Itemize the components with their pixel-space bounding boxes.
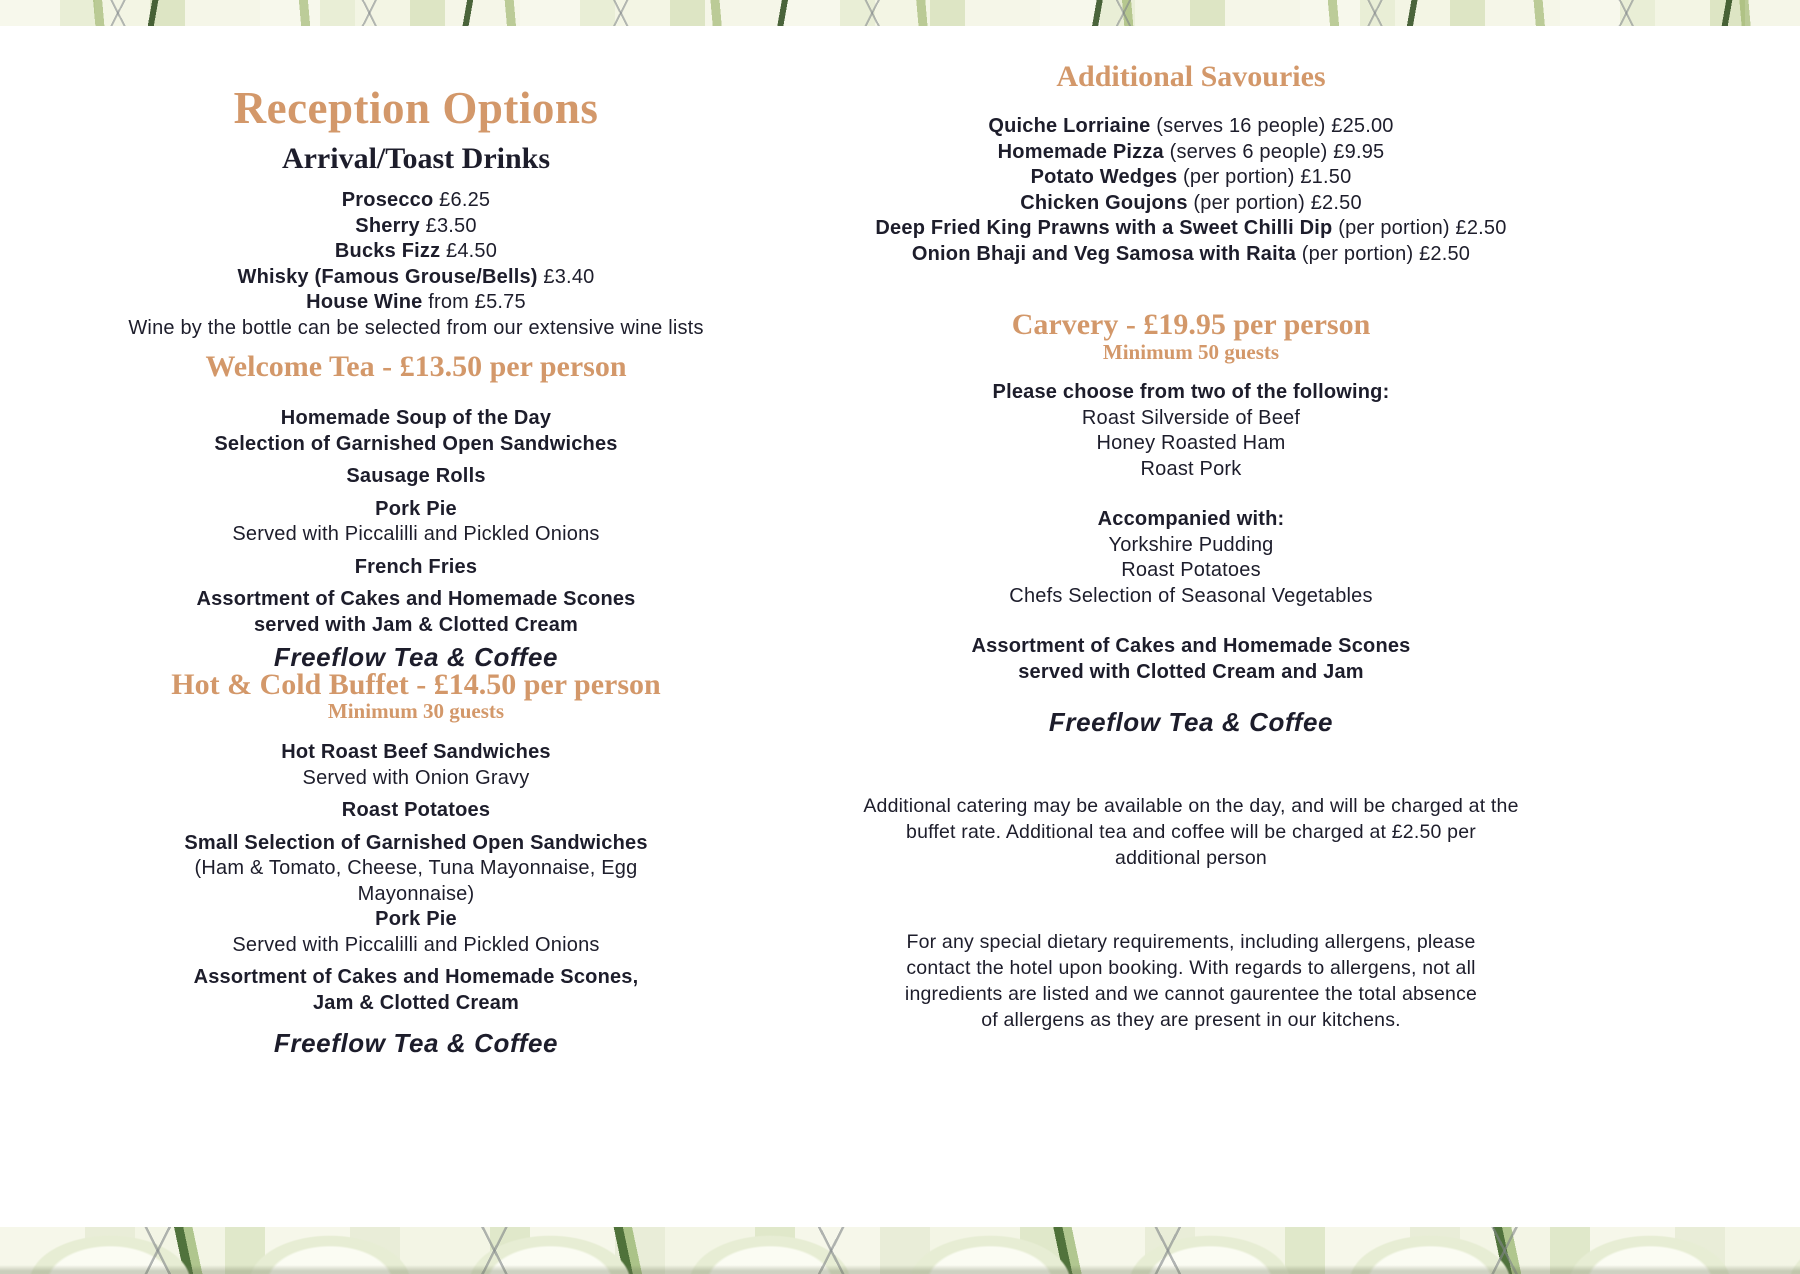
menu-line: (Ham & Tomato, Cheese, Tuna Mayonnaise, Egg [194,857,638,879]
drinks-list [106,188,726,341]
right-column [861,0,1521,1274]
menu-line: Hot Roast Beef Sandwiches [281,741,551,763]
menu-line: Whisky (Famous Grouse/Bells) £3.40 [237,265,595,288]
menu-line: Roast Potatoes [1121,559,1261,581]
menu-line: Onion Bhaji and Veg Samosa with Raita (per portion) £2.50 [911,242,1471,265]
dietary-note [861,929,1521,1033]
menu-line: Honey Roasted Ham [1096,432,1286,454]
menu-line: Assortment of Cakes and Homemade Scones, [193,966,639,988]
menu-line: Chefs Selection of Seasonal Vegetables [1009,584,1373,607]
catering-note [861,793,1521,871]
buffet-items [106,740,726,1016]
menu-line: Mayonnaise) [357,882,475,905]
menu-line: Roast Potatoes [341,799,491,821]
buffet-heading: Hot & Cold Buffet - £14.50 per person [171,668,661,701]
menu-line: House Wine from £5.75 [306,291,526,313]
menu-line: Served with Onion Gravy [302,766,530,789]
menu-line: Wine by the bottle can be selected from our extensive wine lists [128,316,704,339]
buffet-freeflow: Freeflow Tea & Coffee [273,1028,559,1058]
carvery-heading: Carvery - £19.95 per person [1011,308,1371,341]
welcome-tea-freeflow: Freeflow Tea & Coffee [273,642,559,672]
menu-line: Chicken Goujons (per portion) £2.50 [1020,191,1362,214]
menu-line: Selection of Garnished Open Sandwiches [214,432,618,455]
menu-line: Sherry £3.50 [355,214,477,237]
menu-line: served with Clotted Cream and Jam [1018,660,1364,683]
menu-line: Deep Fried King Prawns with a Sweet Chilli Dip (per portion) £2.50 [875,217,1507,239]
menu-line: Sausage Rolls [346,465,486,487]
carvery-freeflow: Freeflow Tea & Coffee [1048,707,1334,737]
savouries-heading: Additional Savouries [1056,60,1326,93]
menu-line: Jam & Clotted Cream [312,991,520,1014]
menu-line: Additional catering may be available on the day, and will be charged at the [863,795,1519,817]
menu-line: Bucks Fizz £4.50 [334,240,498,262]
menu-line: Served with Piccalilli and Pickled Onions [232,523,600,545]
menu-line: Please choose from two of the following: [992,381,1390,403]
menu-line: contact the hotel upon booking. With regards to allergens, not all [906,957,1476,979]
menu-line: served with Jam & Clotted Cream [253,613,579,636]
welcome-tea-heading: Welcome Tea - £13.50 per person [205,350,627,383]
menu-line: Homemade Pizza (serves 6 people) £9.95 [997,140,1385,163]
menu-line: Yorkshire Pudding [1108,533,1274,556]
menu-line: Roast Pork [1140,457,1242,480]
arrival-toast-heading: Arrival/Toast Drinks [281,142,551,175]
menu-line: Potato Wedges (per portion) £1.50 [1030,166,1352,188]
savouries-items [861,114,1521,267]
menu-line: Assortment of Cakes and Homemade Scones [196,588,636,610]
menu-line: French Fries [354,555,478,578]
menu-line: Roast Silverside of Beef [1081,406,1301,429]
menu-line: Quiche Lorriaine (serves 16 people) £25.00 [988,115,1394,137]
menu-line: ingredients are listed and we cannot gaurentee the total absence [904,983,1478,1005]
menu-line: buffet rate. Additional tea and coffee will be charged at £2.50 per [906,821,1476,843]
menu-line: Served with Piccalilli and Pickled Onions [232,933,600,956]
menu-line: Pork Pie [375,497,457,520]
menu-line: Assortment of Cakes and Homemade Scones [971,635,1411,657]
menu-line: Pork Pie [375,908,457,930]
welcome-tea-items [106,406,726,638]
left-column [106,0,726,1274]
carvery-items [861,380,1521,685]
menu-line: Accompanied with: [1097,508,1285,530]
menu-line: Prosecco £6.25 [341,189,491,211]
menu-line: of allergens as they are present in our kitchens. [981,1009,1401,1031]
menu-line: additional person [1115,847,1267,869]
menu-line: Homemade Soup of the Day [280,407,552,429]
buffet-minimum: Minimum 30 guests [327,699,505,723]
carvery-minimum: Minimum 50 guests [1102,340,1280,364]
page-title: Reception Options [233,83,599,133]
menu-line: Small Selection of Garnished Open Sandwiches [184,831,648,854]
menu-line: For any special dietary requirements, including allergens, please [906,931,1476,953]
